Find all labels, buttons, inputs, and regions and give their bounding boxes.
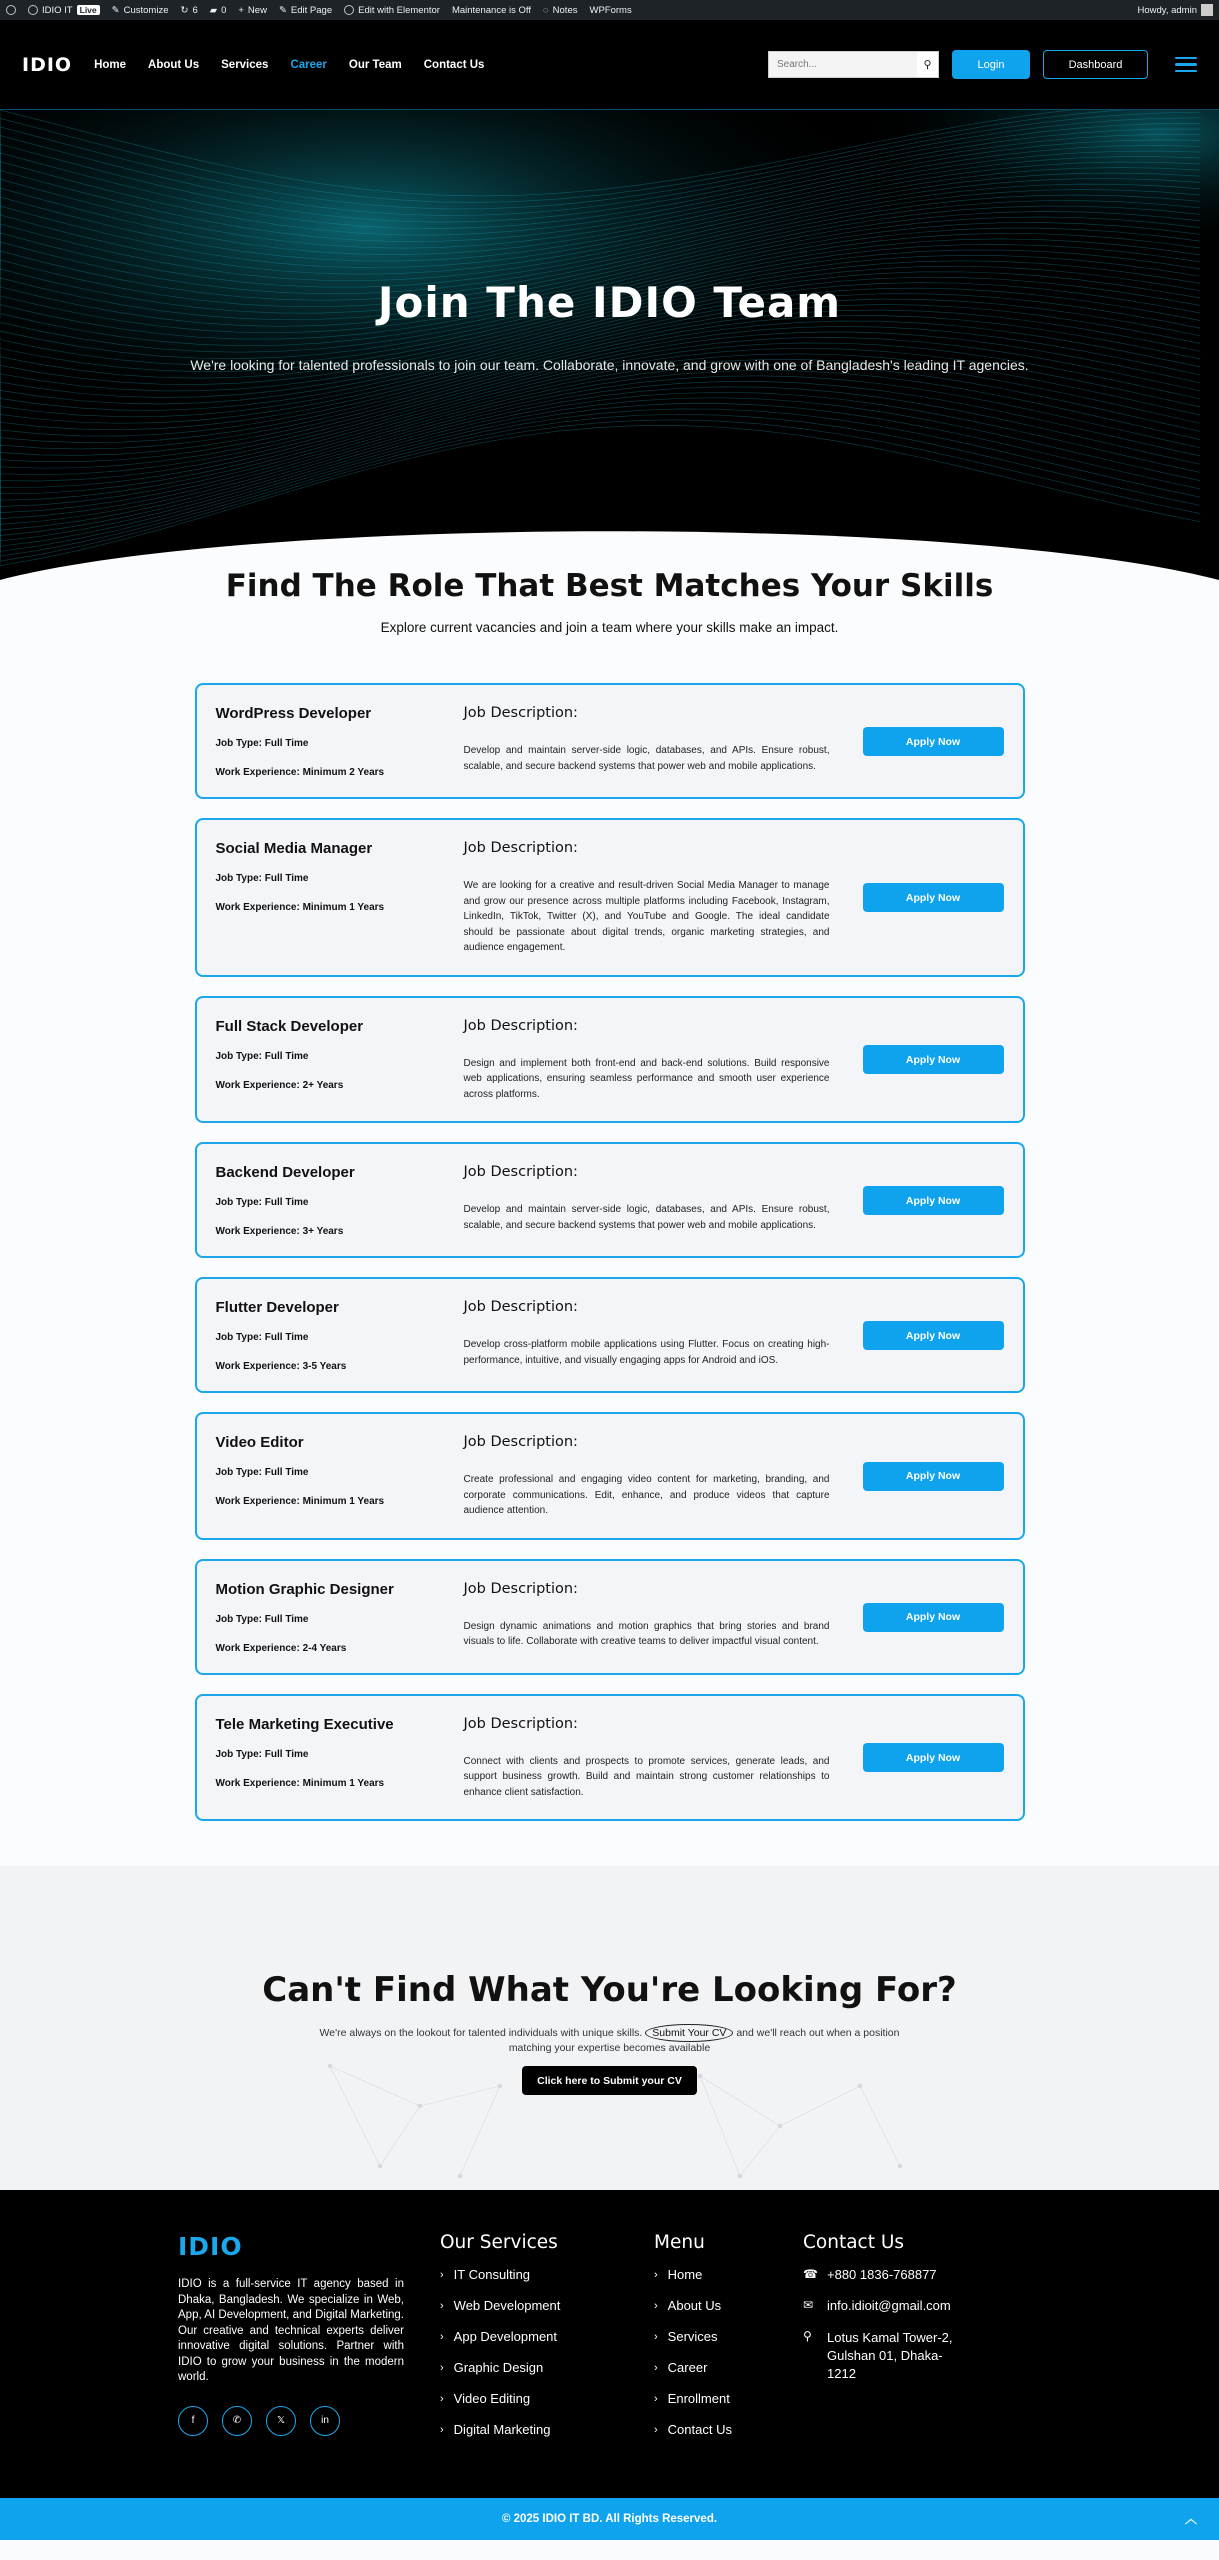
job-card [195,1412,1025,1540]
admin-account-link[interactable]: Howdy, admin [1138,4,1214,16]
whatsapp-icon[interactable]: ✆ [222,2406,252,2436]
admin-updates-link[interactable]: ↻ 6 [180,4,198,16]
chevron-right-icon: › [654,2361,658,2374]
job-type: Job Type: Full Time [215,738,309,749]
footer-contact-title: Contact Us [803,2232,905,2253]
footer-service-link[interactable]: › IT Consulting [440,2267,531,2282]
job-experience: Work Experience: 2+ Years [215,1079,344,1091]
x-twitter-icon[interactable]: 𝕏 [266,2406,296,2436]
chevron-right-icon: › [440,2392,444,2405]
job-title: Motion Graphic Designer [215,1580,394,1598]
footer-menu-link[interactable]: › Home [654,2267,703,2282]
chevron-right-icon: › [654,2392,658,2405]
job-description: Create professional and engaging video content for marketing, branding, and corporate communications. Edit, enhance, and produce videos that capture audience attention. [463,1474,830,1516]
nav-about-us[interactable]: About Us [148,58,200,71]
job-description: We are looking for a creative and result-driven Social Media Manager to manage and grow our presence across multiple platforms including Facebook, Instagram, LinkedIn, TikTok, Twitter (X), and YouTube and Google. The ideal candidate should be passionate about digital trends, organic marketing strategies, and audience engagement. [463,880,830,953]
facebook-icon[interactable]: f [178,2406,208,2436]
admin-customize-link[interactable]: ✎ Customize [111,4,169,16]
admin-edit-page-link[interactable]: ✎ Edit Page [278,4,333,16]
apply-now-button[interactable]: Apply Now [863,1603,1004,1632]
job-experience: Work Experience: 3+ Years [215,1226,344,1237]
admin-elementor-link[interactable]: Edit with Elementor [344,5,440,16]
cv-cta-section [0,1866,1219,2190]
hero-subtitle: We're looking for talented professionals to join our team. Collaborate, innovate, and grow with one of Bangladesh's leading IT agencies. [190,357,1029,373]
submit-cv-highlight: Submit Your CV [645,2024,733,2042]
footer-service-link[interactable]: › Web Development [440,2298,561,2313]
job-card [195,1142,1025,1258]
job-card [195,1559,1025,1675]
admin-comments-link[interactable]: ▰ 0 [209,4,227,16]
apply-now-button[interactable]: Apply Now [863,727,1004,756]
job-description: Develop and maintain server-side logic, databases, and APIs. Ensure robust, scalable, and secure backend systems that power web and mobile applications. [463,1204,830,1231]
job-title: Full Stack Developer [215,1017,364,1035]
apply-now-button[interactable]: Apply Now [863,1743,1004,1772]
chevron-right-icon: › [654,2423,658,2436]
nav-home[interactable]: Home [94,58,127,71]
job-type: Job Type: Full Time [215,1197,309,1208]
site-header [0,20,1219,110]
cta-title: Can't Find What You're Looking For? [262,1970,957,2010]
site-footer [0,2190,1219,2498]
footer-email[interactable]: ✉ info.idioit@gmail.com [803,2298,951,2313]
plus-icon: + [238,4,244,16]
elementor-icon [344,5,354,15]
footer-about [178,2232,404,2436]
apply-now-button[interactable]: Apply Now [863,1045,1004,1074]
copyright-bar [0,2498,1219,2540]
phone-icon: ☎ [803,2267,818,2281]
site-logo[interactable]: IDIO [22,53,73,76]
job-experience: Work Experience: Minimum 1 Years [215,1777,385,1789]
envelope-icon: ✉ [803,2298,814,2312]
job-description-label: Job Description: [463,1164,578,1180]
live-badge: Live [77,5,100,15]
admin-maintenance-link[interactable]: Maintenance is Off [451,4,531,16]
home-icon [28,5,38,15]
job-list [195,683,1025,1821]
job-card [195,818,1025,977]
job-type: Job Type: Full Time [215,1050,309,1062]
footer-services [440,2232,560,2453]
footer-service-link[interactable]: › Graphic Design [440,2360,544,2375]
job-type: Job Type: Full Time [215,873,309,884]
job-type: Job Type: Full Time [215,1467,309,1478]
job-experience: Work Experience: Minimum 2 Years [215,767,385,778]
job-description-label: Job Description: [463,1299,578,1315]
linkedin-icon[interactable]: in [310,2406,340,2436]
chevron-right-icon: › [440,2330,444,2343]
chevron-right-icon: › [440,2361,444,2374]
nav-contact-us[interactable]: Contact Us [423,58,485,71]
roles-subtitle: Explore current vacancies and join a team where your skills make an impact. [380,620,839,635]
nav-career[interactable]: Career [290,58,327,71]
footer-about-text: IDIO is a full-service IT agency based in Dhaka, Bangladesh. We specialize in Web, App, AI Development, and Digital Marketing. Our creative and technical experts deliver innovative digital solutions. Partner with IDIO to grow your business in the modern world. [178,2278,404,2383]
job-description-label: Job Description: [463,840,578,856]
job-description-label: Job Description: [463,1434,578,1450]
dashboard-button[interactable]: Dashboard [1043,50,1148,79]
job-card [195,1694,1025,1822]
footer-logo[interactable]: IDIO [178,2232,243,2261]
menu-hamburger-icon[interactable] [1175,57,1197,73]
footer-menu-link[interactable]: › Enrollment [654,2391,730,2406]
comment-icon: ▰ [209,4,218,16]
submit-cv-button[interactable]: Click here to Submit your CV [522,2066,697,2095]
admin-site-link[interactable]: IDIO IT Live [28,5,100,16]
footer-address: ⚲ Lotus Kamal Tower-2, Gulshan 01, Dhaka-1212 [803,2329,953,2381]
footer-service-link[interactable]: › Video Editing [440,2391,531,2406]
avatar [1201,4,1213,16]
footer-menu-link[interactable]: › Services [654,2329,718,2344]
chevron-right-icon: › [440,2299,444,2312]
job-description-label: Job Description: [463,1017,578,1034]
admin-wpforms-link[interactable]: WPForms [589,4,632,16]
job-title: Social Media Manager [215,840,373,857]
job-description: Design dynamic animations and motion graphics that bring stories and brand visuals to life. Collaborate with creative teams to deliver impactful visual content. [463,1620,830,1647]
nav-services[interactable]: Services [221,58,269,71]
job-description: Develop and maintain server-side logic, databases, and APIs. Ensure robust, scalable, and secure backend systems that power web and mobile applications. [463,745,830,772]
job-title: Tele Marketing Executive [215,1715,394,1733]
wordpress-logo-icon[interactable] [6,5,16,15]
chevron-right-icon: › [440,2423,444,2436]
apply-now-button[interactable]: Apply Now [863,1321,1004,1350]
pencil-icon: ✎ [278,4,287,16]
scroll-to-top-icon[interactable]: ︿ [1184,2512,1197,2526]
footer-service-link[interactable]: › Digital Marketing [440,2422,551,2437]
chevron-right-icon: › [654,2299,658,2312]
job-experience: Work Experience: Minimum 1 Years [215,1496,385,1507]
login-button[interactable]: Login [952,50,1030,79]
job-experience: Work Experience: 2-4 Years [215,1642,347,1654]
roles-section [0,568,1219,1866]
admin-notes-link[interactable]: ◌ Notes [543,4,578,16]
job-title: Video Editor [215,1434,304,1451]
apply-now-button[interactable]: Apply Now [863,1186,1004,1215]
footer-contact [803,2232,967,2399]
copyright-text: © 2025 IDIO IT BD. All Rights Reserved. [501,2513,718,2525]
location-pin-icon: ⚲ [803,2329,812,2343]
job-description-label: Job Description: [463,705,578,721]
job-description: Connect with clients and prospects to promote services, generate leads, and support business growth. Build and maintain strong customer relationships to enhance client satisfaction. [463,1755,830,1798]
hero-title: Join The IDIO Team [377,278,842,327]
footer-menu-title: Menu [654,2232,705,2253]
footer-menu-link[interactable]: › About Us [654,2298,722,2313]
job-experience: Work Experience: Minimum 1 Years [215,902,385,913]
footer-services-title: Our Services [440,2232,558,2253]
hero-section [0,110,1219,580]
search-box [768,51,939,78]
brush-icon: ✎ [111,4,120,16]
footer-service-link[interactable]: › App Development [440,2329,558,2344]
footer-menu-link[interactable]: › Career [654,2360,708,2375]
main-nav [94,59,484,71]
job-type: Job Type: Full Time [215,1748,309,1760]
apply-now-button[interactable]: Apply Now [863,883,1004,912]
job-description-label: Job Description: [463,1715,578,1732]
footer-menu [654,2232,732,2453]
job-description-label: Job Description: [463,1580,578,1597]
job-experience: Work Experience: 3-5 Years [215,1361,347,1372]
job-type: Job Type: Full Time [215,1332,309,1343]
job-description: Design and implement both front-end and back-end solutions. Build responsive web applications, ensuring seamless performance and smooth user experience across platforms. [463,1057,830,1100]
admin-new-link[interactable]: + New [238,4,267,16]
nav-our-team[interactable]: Our Team [348,58,402,71]
search-icon[interactable]: ⚲ [917,52,938,77]
job-card [195,1277,1025,1393]
job-type: Job Type: Full Time [215,1613,309,1625]
job-card [195,996,1025,1124]
chevron-right-icon: › [440,2268,444,2281]
chevron-right-icon: › [654,2268,658,2281]
refresh-icon: ↻ [180,4,189,16]
job-card [195,683,1025,799]
social-links [178,2406,404,2436]
note-icon: ◌ [543,4,549,16]
job-title: Backend Developer [215,1164,355,1181]
cta-text: We're always on the lookout for talented individuals with unique skills. Submit Your CV and we'll reach out when a position matching your expertise becomes available [300,2026,920,2056]
apply-now-button[interactable]: Apply Now [863,1462,1004,1491]
job-title: Flutter Developer [215,1299,339,1316]
wp-admin-bar [0,0,1219,20]
roles-title: Find The Role That Best Matches Your Skills [225,568,994,604]
job-title: WordPress Developer [215,705,372,722]
search-input[interactable] [769,52,917,77]
job-description: Develop cross-platform mobile applications using Flutter. Focus on creating high-performance, intuitive, and visually engaging apps for Android and iOS. [463,1339,830,1366]
footer-phone[interactable]: ☎ +880 1836-768877 [803,2267,937,2282]
footer-menu-link[interactable]: › Contact Us [654,2422,732,2437]
chevron-right-icon: › [654,2330,658,2343]
